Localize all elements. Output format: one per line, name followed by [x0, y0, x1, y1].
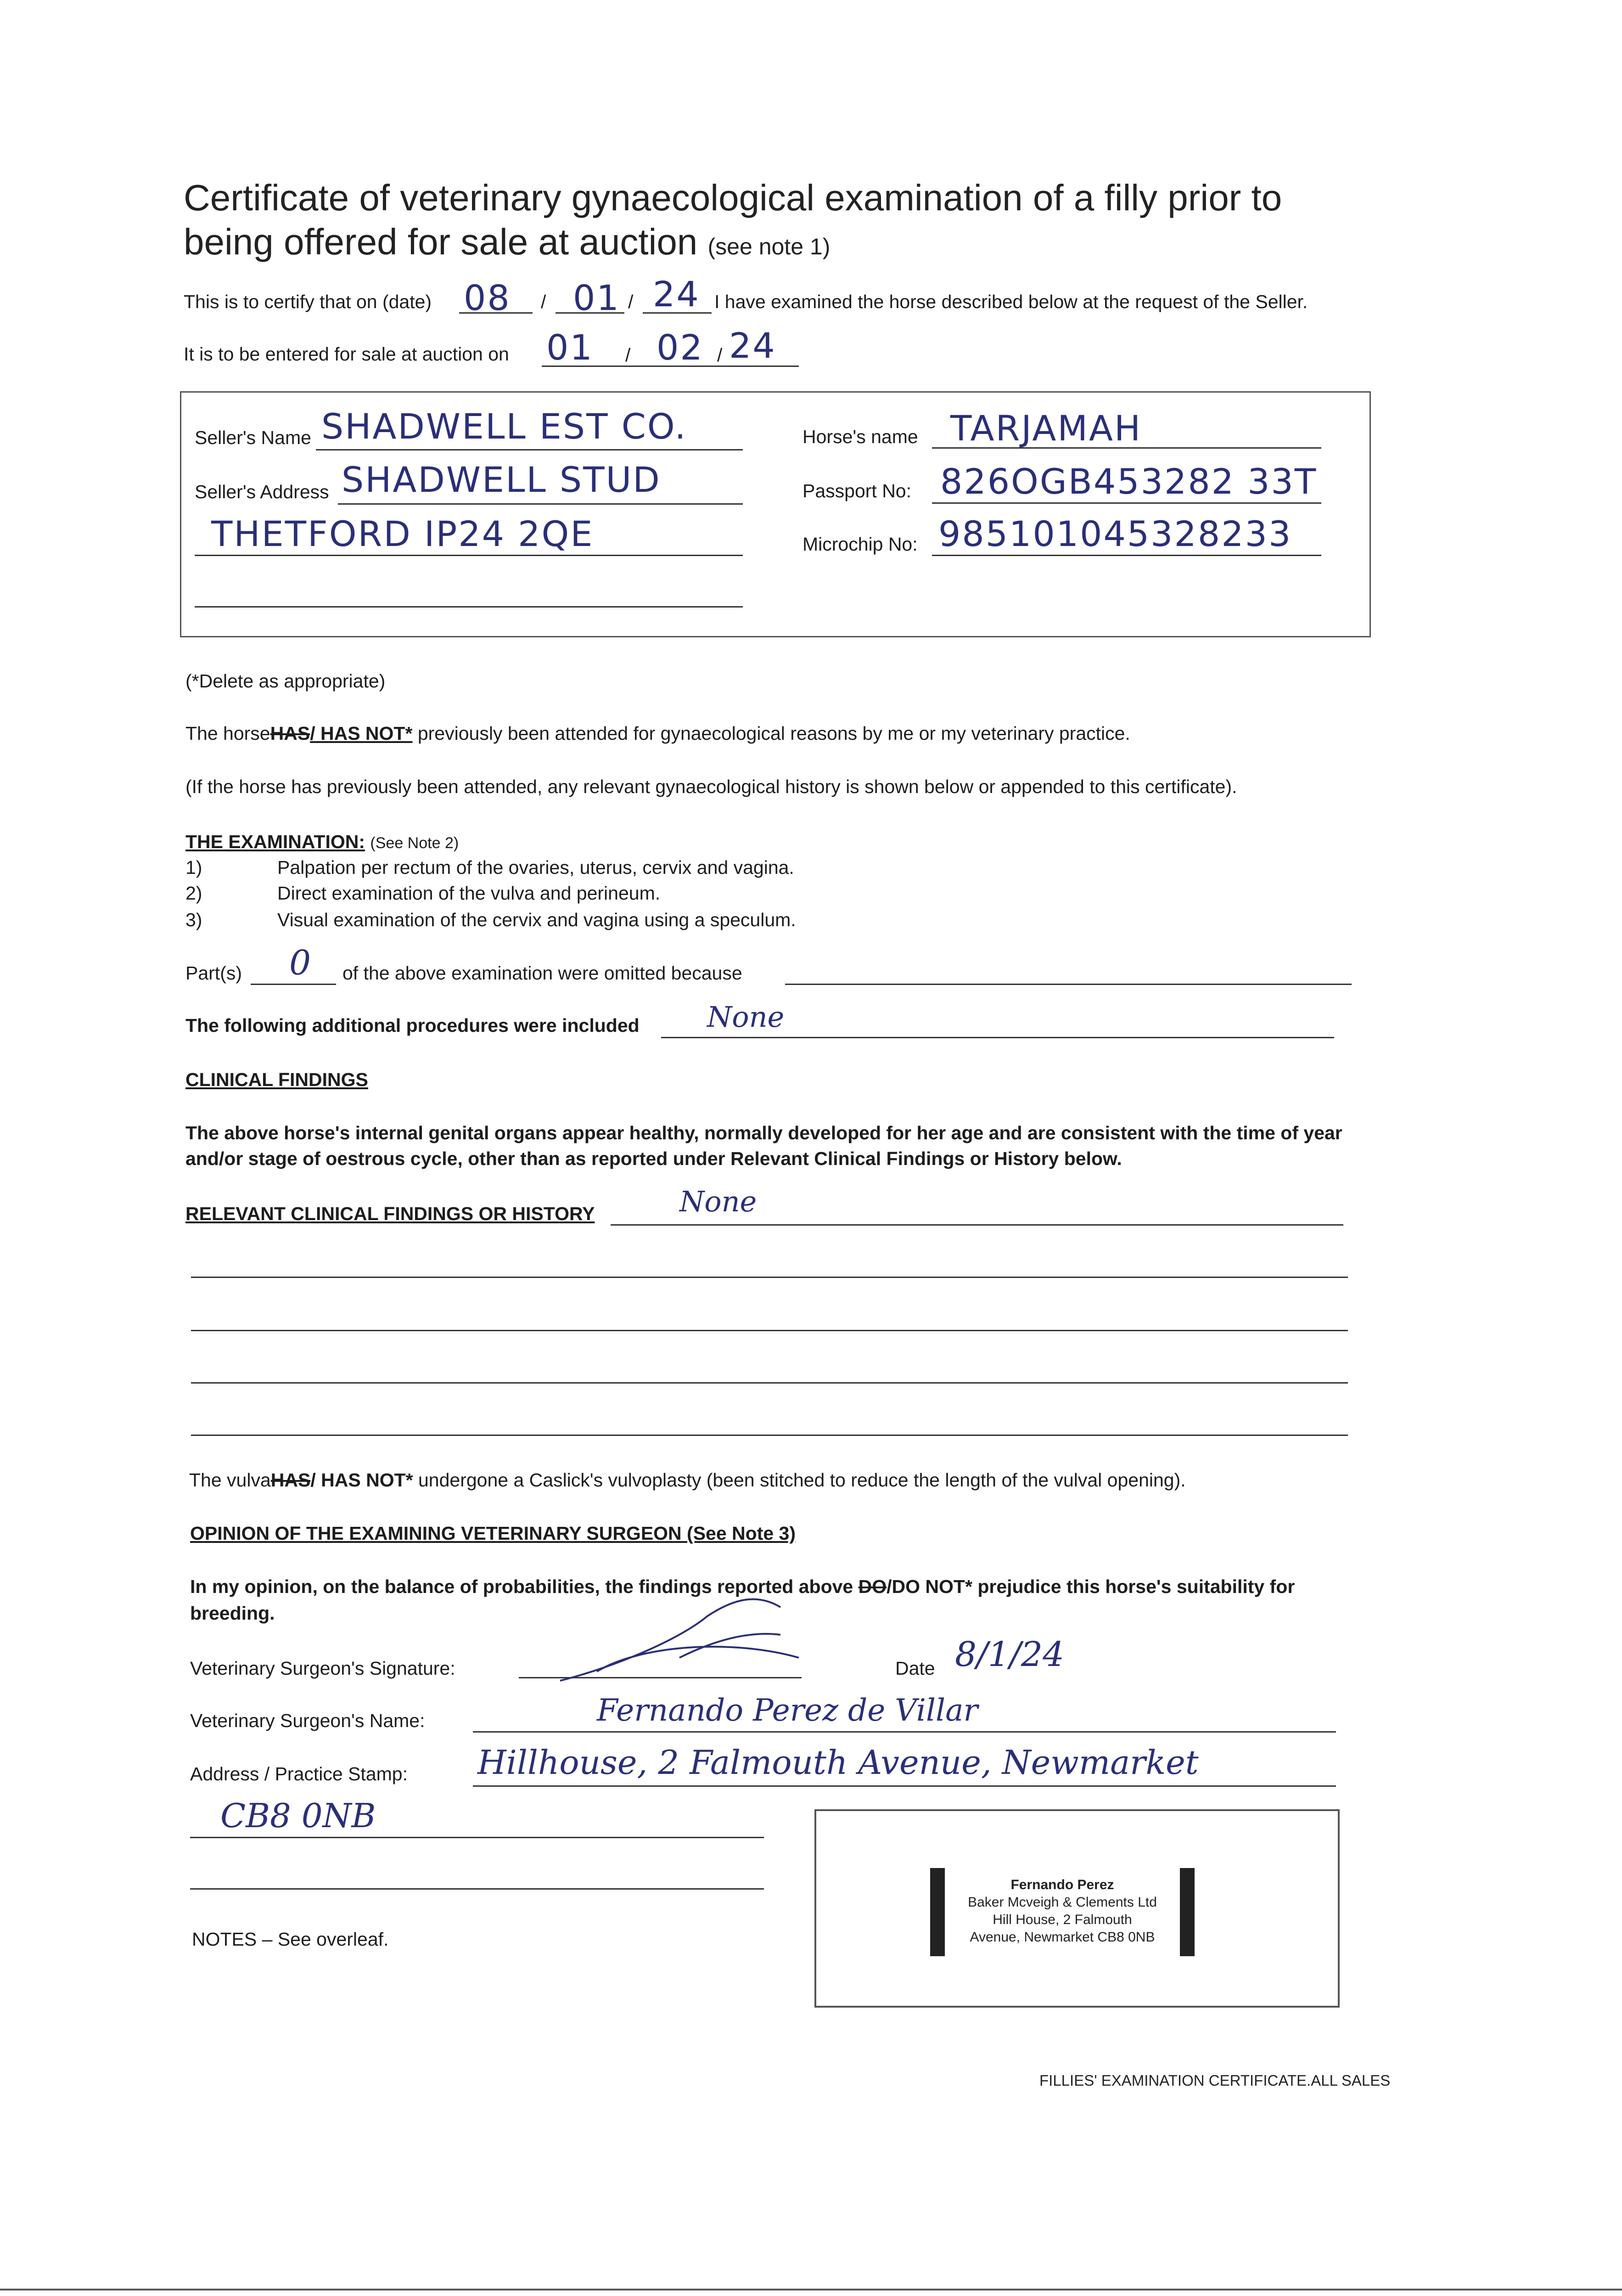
stamp-line-1: Fernando Perez [1010, 1877, 1114, 1892]
examination-heading [185, 831, 459, 853]
seller-address-label: Seller's Address [195, 481, 329, 502]
attended-has-struck: HAS [270, 723, 310, 744]
address-label: Address / Practice Stamp: [190, 1763, 408, 1784]
additional-line [661, 1037, 1334, 1038]
seller-address-1: SHADWELL STUD [342, 459, 661, 500]
page-title-line1: Certificate of veterinary gynaecological examination of a filly prior to [184, 177, 1282, 218]
surgeon-name-value: Fernando Perez de Villar [597, 1693, 978, 1728]
attended-note: (If the horse has previously been attended, any relevant gynaecological history is shown below or appended to this certificate). [185, 776, 1237, 797]
examination-item-3 [185, 909, 796, 931]
vulva-prefix: The vulva [189, 1469, 271, 1491]
seller-name-label: Seller's Name [195, 427, 311, 448]
date-value: 8/1/24 [955, 1635, 1065, 1674]
stamp-line-3: Hill House, 2 Falmouth [993, 1912, 1132, 1927]
seller-address-line-2 [195, 555, 743, 556]
opinion-text-2: breeding. [190, 1603, 275, 1624]
examination-item-text: Palpation per rectum of the ovaries, uterus, cervix and vagina. [277, 857, 794, 878]
horse-name-value: TARJAMAH [950, 408, 1142, 449]
certify-year: 24 [653, 274, 700, 315]
relevant-line-1 [611, 1224, 1343, 1226]
opinion-heading: OPINION OF THE EXAMINING VETERINARY SURGEON (See Note 3) [190, 1523, 796, 1544]
passport-label: Passport No: [803, 480, 911, 501]
auction-month: 02 [657, 327, 704, 368]
examination-item-1 [185, 857, 794, 878]
seller-address-line-1 [338, 503, 743, 505]
omitted-suffix: of the above examination were omitted because [342, 962, 742, 984]
relevant-line-4 [191, 1382, 1348, 1384]
seller-address-line-3 [195, 606, 743, 608]
stamp-line-2: Baker Mcveigh & Clements Ltd [968, 1895, 1157, 1910]
microchip-label: Microchip No: [803, 534, 918, 555]
certify-day: 08 [464, 277, 511, 318]
footer-text: FILLIES' EXAMINATION CERTIFICATE.ALL SALES [1039, 2072, 1391, 2089]
omitted-parts-value: 0 [289, 943, 311, 983]
attended-prefix: The horse [185, 723, 270, 744]
examination-item-num: 2) [185, 883, 202, 904]
omitted-parts-line [251, 984, 336, 985]
examination-item-text: Direct examination of the vulva and perineum. [277, 883, 661, 904]
page-title-line2 [184, 219, 830, 269]
auction-sep-2: / [717, 344, 723, 366]
examination-heading-text: THE EXAMINATION: [185, 831, 365, 852]
scan-bottom-edge [0, 2289, 1622, 2290]
address-value-2: CB8 0NB [220, 1796, 376, 1835]
certify-sep-1: / [541, 291, 546, 312]
relevant-value: None [679, 1185, 757, 1218]
vulva-suffix: undergone a Caslick's vulvoplasty (been stitched to reduce the length of the vulval opening). [418, 1469, 1186, 1491]
clinical-text-2: and/or stage of oestrous cycle, other than as reported under Relevant Clinical Findings or History below. [185, 1148, 1122, 1169]
page-title-text: being offered for sale at auction [184, 221, 698, 262]
attended-has-not: / HAS NOT* [310, 723, 413, 744]
relevant-label: RELEVANT CLINICAL FINDINGS OR HISTORY [185, 1203, 595, 1224]
address-line-3 [190, 1888, 764, 1890]
notes-text: NOTES – See overleaf. [192, 1929, 389, 1950]
address-value-1: Hillhouse, 2 Falmouth Avenue, Newmarket [477, 1743, 1199, 1782]
relevant-line-5 [191, 1435, 1348, 1436]
surgeon-name-label: Veterinary Surgeon's Name: [190, 1710, 425, 1731]
certify-sep-2: / [628, 291, 634, 312]
address-line-2 [190, 1837, 764, 1838]
clinical-heading: CLINICAL FINDINGS [185, 1069, 368, 1090]
seller-address-2: THETFORD IP24 2QE [211, 513, 594, 554]
signature-label: Veterinary Surgeon's Signature: [190, 1658, 455, 1679]
opinion-do-struck: DO [858, 1576, 887, 1597]
date-label: Date [895, 1658, 935, 1679]
horse-name-label: Horse's name [803, 426, 918, 447]
examination-item-2 [185, 883, 660, 904]
microchip-value: 985101045328233 [938, 513, 1292, 554]
auction-sep-1: / [625, 344, 631, 366]
surgeon-name-line [473, 1731, 1336, 1733]
auction-prefix: It is to be entered for sale at auction on [184, 343, 509, 365]
attended-statement [185, 723, 1130, 744]
clinical-text-1: The above horse's internal genital organs appear healthy, normally developed for her age and are consistent with the time of year [185, 1122, 1342, 1143]
certify-prefix: This is to certify that on (date) [184, 291, 432, 312]
vulva-statement [189, 1469, 1186, 1491]
vulva-has-not: / HAS NOT* [310, 1469, 413, 1491]
examination-heading-note: (See Note 2) [370, 834, 459, 852]
stamp-bar-right [1180, 1868, 1195, 1956]
examination-item-text: Visual examination of the cervix and vagina using a speculum. [277, 909, 796, 930]
practice-stamp-text [946, 1876, 1179, 1946]
address-line-1 [473, 1785, 1336, 1787]
auction-day: 01 [546, 327, 594, 368]
title-note: (see note 1) [707, 234, 831, 259]
certify-month: 01 [573, 277, 620, 318]
relevant-line-3 [191, 1330, 1348, 1331]
microchip-line [932, 555, 1321, 556]
passport-value: 826OGB453282 33T [940, 461, 1318, 502]
certify-suffix: I have examined the horse described below at the request of the Seller. [714, 291, 1308, 312]
examination-item-num: 1) [185, 857, 202, 878]
relevant-line-2 [191, 1277, 1348, 1278]
examination-item-num: 3) [185, 909, 202, 930]
omitted-reason-line [785, 984, 1352, 985]
signature-mark [542, 1589, 826, 1699]
seller-name-line [316, 449, 743, 450]
seller-name-value: SHADWELL EST CO. [321, 406, 687, 447]
additional-value: None [707, 1000, 785, 1034]
auction-year: 24 [729, 325, 776, 366]
delete-note: (*Delete as appropriate) [185, 670, 386, 692]
opinion-text-1b: /DO NOT* prejudice this horse's suitability for [887, 1576, 1295, 1597]
omitted-prefix: Part(s) [185, 962, 242, 984]
attended-suffix: previously been attended for gynaecological reasons by me or my veterinary practice. [417, 723, 1130, 744]
vulva-has-struck: HAS [270, 1469, 311, 1491]
stamp-bar-left [930, 1868, 945, 1956]
opinion-text-1a: In my opinion, on the balance of probabilities, the findings reported above [190, 1576, 853, 1597]
additional-label: The following additional procedures were included [185, 1015, 640, 1036]
stamp-line-4: Avenue, Newmarket CB8 0NB [970, 1930, 1155, 1945]
passport-line [932, 502, 1321, 504]
